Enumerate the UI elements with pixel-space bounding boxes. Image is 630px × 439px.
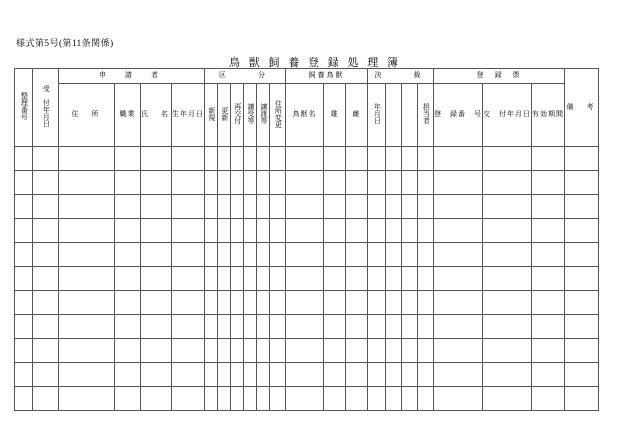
cell-saikofu[interactable] <box>231 267 244 291</box>
cell-chojumei[interactable] <box>286 363 324 387</box>
cell-jusho[interactable] <box>59 147 115 171</box>
cell-shinki[interactable] <box>205 363 218 387</box>
cell-osu[interactable] <box>324 267 346 291</box>
cell-kessai_blank1[interactable] <box>386 267 402 291</box>
cell-uketsuke_nengappi[interactable] <box>33 315 59 339</box>
cell-kofu_nengappi[interactable] <box>483 339 532 363</box>
cell-jusho[interactable] <box>59 171 115 195</box>
col-header-kessai-blank2 <box>402 84 418 147</box>
cell-saikofu[interactable] <box>231 171 244 195</box>
cell-osu[interactable] <box>324 315 346 339</box>
cell-jushohenko[interactable] <box>270 363 286 387</box>
cell-shokugyo[interactable] <box>115 291 141 315</box>
cell-jushohenko[interactable] <box>270 171 286 195</box>
cell-uketsuke_nengappi[interactable] <box>33 219 59 243</box>
cell-mesu[interactable] <box>346 219 368 243</box>
cell-koshin[interactable] <box>218 267 231 291</box>
cell-koshin[interactable] <box>218 363 231 387</box>
cell-shokugyo[interactable] <box>115 171 141 195</box>
cell-osu[interactable] <box>324 147 346 171</box>
cell-kessai_blank1[interactable] <box>386 147 402 171</box>
cell-jusho[interactable] <box>59 267 115 291</box>
cell-kofu_nengappi[interactable] <box>483 291 532 315</box>
col-header-mesu: 雌 <box>346 84 368 147</box>
cell-seiri_bango[interactable] <box>15 339 33 363</box>
cell-nengappi[interactable] <box>368 315 386 339</box>
cell-koshin[interactable] <box>218 291 231 315</box>
cell-osu[interactable] <box>324 243 346 267</box>
group-header-category: 区 分 <box>205 69 286 84</box>
cell-tantosha[interactable] <box>418 147 434 171</box>
page-title: 鳥 獣 飼 養 登 録 処 理 簿 <box>229 57 401 69</box>
cell-seiri_bango[interactable] <box>15 147 33 171</box>
cell-biko[interactable] <box>565 315 599 339</box>
cell-nengappi[interactable] <box>368 195 386 219</box>
cell-toroku_bango[interactable] <box>434 243 483 267</box>
cell-jusho[interactable] <box>59 363 115 387</box>
cell-joto[interactable] <box>257 219 270 243</box>
cell-yuko_kikan[interactable] <box>532 267 565 291</box>
cell-kofu_nengappi[interactable] <box>483 315 532 339</box>
cell-jusho[interactable] <box>59 291 115 315</box>
cell-shokugyo[interactable] <box>115 243 141 267</box>
cell-biko[interactable] <box>565 219 599 243</box>
group-header-registration-card: 登 録 票 <box>434 69 565 84</box>
cell-uketsuke_nengappi[interactable] <box>33 267 59 291</box>
col-header-chojumei: 鳥獣名 <box>286 84 324 147</box>
cell-nengappi[interactable] <box>368 243 386 267</box>
cell-kofu_nengappi[interactable] <box>483 363 532 387</box>
group-header-approval: 決 裁 <box>368 69 434 84</box>
cell-mesu[interactable] <box>346 195 368 219</box>
cell-kessai_blank1[interactable] <box>386 387 402 411</box>
col-header-saikofu: 再交付 <box>231 84 244 147</box>
cell-seinengappi[interactable] <box>172 339 205 363</box>
table-row[interactable] <box>15 339 599 363</box>
cell-kessai_blank2[interactable] <box>402 219 418 243</box>
cell-kessai_blank1[interactable] <box>386 195 402 219</box>
cell-toroku_bango[interactable] <box>434 219 483 243</box>
cell-toroku_bango[interactable] <box>434 195 483 219</box>
group-header-kept-bird-beast: 飼養鳥獣 <box>286 69 368 84</box>
cell-osu[interactable] <box>324 291 346 315</box>
cell-kofu_nengappi[interactable] <box>483 147 532 171</box>
col-header-shinki: 新規 <box>205 84 218 147</box>
cell-chojumei[interactable] <box>286 339 324 363</box>
cell-jushohenko[interactable] <box>270 339 286 363</box>
cell-kofu_nengappi[interactable] <box>483 243 532 267</box>
cell-jushohenko[interactable] <box>270 267 286 291</box>
cell-shimei[interactable] <box>141 219 172 243</box>
cell-seiri_bango[interactable] <box>15 363 33 387</box>
cell-biko[interactable] <box>565 291 599 315</box>
cell-shimei[interactable] <box>141 363 172 387</box>
cell-joto[interactable] <box>257 363 270 387</box>
cell-seinengappi[interactable] <box>172 387 205 411</box>
col-header-biko: 備 考 <box>565 69 599 147</box>
col-header-kofu-nengappi: 交 付年月日 <box>483 84 532 147</box>
cell-yuko_kikan[interactable] <box>532 147 565 171</box>
col-header-jusho: 住 所 <box>59 84 115 147</box>
cell-joto[interactable] <box>257 339 270 363</box>
cell-shinki[interactable] <box>205 315 218 339</box>
cell-uketsuke_nengappi[interactable] <box>33 243 59 267</box>
cell-tantosha[interactable] <box>418 315 434 339</box>
cell-jushohenko[interactable] <box>270 243 286 267</box>
cell-seinengappi[interactable] <box>172 291 205 315</box>
cell-biko[interactable] <box>565 195 599 219</box>
col-header-tantosha: 担当者 <box>418 84 434 147</box>
cell-shimei[interactable] <box>141 267 172 291</box>
cell-biko[interactable] <box>565 171 599 195</box>
cell-seinengappi[interactable] <box>172 267 205 291</box>
cell-mesu[interactable] <box>346 291 368 315</box>
cell-koshin[interactable] <box>218 171 231 195</box>
cell-shokugyo[interactable] <box>115 195 141 219</box>
cell-toroku_bango[interactable] <box>434 315 483 339</box>
cell-joju[interactable] <box>244 363 257 387</box>
cell-kessai_blank1[interactable] <box>386 171 402 195</box>
cell-uketsuke_nengappi[interactable] <box>33 291 59 315</box>
cell-shinki[interactable] <box>205 267 218 291</box>
cell-seiri_bango[interactable] <box>15 243 33 267</box>
cell-seiri_bango[interactable] <box>15 315 33 339</box>
cell-yuko_kikan[interactable] <box>532 219 565 243</box>
cell-yuko_kikan[interactable] <box>532 363 565 387</box>
cell-koshin[interactable] <box>218 387 231 411</box>
cell-biko[interactable] <box>565 147 599 171</box>
col-header-uketsuke-nengappi: 受 付年月日 <box>33 69 59 147</box>
cell-kessai_blank2[interactable] <box>402 267 418 291</box>
cell-nengappi[interactable] <box>368 363 386 387</box>
cell-shokugyo[interactable] <box>115 387 141 411</box>
cell-toroku_bango[interactable] <box>434 291 483 315</box>
cell-yuko_kikan[interactable] <box>532 339 565 363</box>
cell-mesu[interactable] <box>346 387 368 411</box>
cell-tantosha[interactable] <box>418 243 434 267</box>
cell-shokugyo[interactable] <box>115 267 141 291</box>
cell-jusho[interactable] <box>59 339 115 363</box>
cell-saikofu[interactable] <box>231 291 244 315</box>
cell-seiri_bango[interactable] <box>15 219 33 243</box>
col-header-shokugyo: 職業 <box>115 84 141 147</box>
cell-saikofu[interactable] <box>231 363 244 387</box>
cell-biko[interactable] <box>565 363 599 387</box>
cell-kofu_nengappi[interactable] <box>483 219 532 243</box>
group-header-applicant: 申 請 者 <box>59 69 205 84</box>
cell-nengappi[interactable] <box>368 291 386 315</box>
cell-shinki[interactable] <box>205 387 218 411</box>
cell-mesu[interactable] <box>346 339 368 363</box>
cell-saikofu[interactable] <box>231 219 244 243</box>
cell-mesu[interactable] <box>346 243 368 267</box>
table-row[interactable] <box>15 363 599 387</box>
cell-kessai_blank2[interactable] <box>402 171 418 195</box>
cell-shimei[interactable] <box>141 195 172 219</box>
cell-joto[interactable] <box>257 195 270 219</box>
cell-saikofu[interactable] <box>231 387 244 411</box>
col-header-nengappi: 年月日 <box>368 84 386 147</box>
cell-shimei[interactable] <box>141 339 172 363</box>
table-row[interactable] <box>15 243 599 267</box>
col-header-joto: 譲渡等 <box>257 84 270 147</box>
cell-jushohenko[interactable] <box>270 147 286 171</box>
cell-osu[interactable] <box>324 387 346 411</box>
table-row[interactable] <box>15 267 599 291</box>
cell-shinki[interactable] <box>205 195 218 219</box>
cell-nengappi[interactable] <box>368 387 386 411</box>
cell-kessai_blank2[interactable] <box>402 363 418 387</box>
cell-jushohenko[interactable] <box>270 219 286 243</box>
header-group-row <box>15 69 599 84</box>
cell-tantosha[interactable] <box>418 339 434 363</box>
table-row[interactable] <box>15 291 599 315</box>
cell-joto[interactable] <box>257 291 270 315</box>
cell-kessai_blank2[interactable] <box>402 147 418 171</box>
cell-koshin[interactable] <box>218 243 231 267</box>
cell-nengappi[interactable] <box>368 171 386 195</box>
cell-seinengappi[interactable] <box>172 171 205 195</box>
col-header-joju: 譲受等 <box>244 84 257 147</box>
col-header-kessai-blank1 <box>386 84 402 147</box>
cell-seinengappi[interactable] <box>172 195 205 219</box>
col-header-toroku-bango: 登 録番 号 <box>434 84 483 147</box>
cell-seiri_bango[interactable] <box>15 291 33 315</box>
cell-kessai_blank1[interactable] <box>386 315 402 339</box>
cell-joto[interactable] <box>257 315 270 339</box>
cell-jusho[interactable] <box>59 195 115 219</box>
cell-seinengappi[interactable] <box>172 315 205 339</box>
cell-biko[interactable] <box>565 243 599 267</box>
cell-osu[interactable] <box>324 339 346 363</box>
cell-shinki[interactable] <box>205 147 218 171</box>
cell-tantosha[interactable] <box>418 291 434 315</box>
cell-toroku_bango[interactable] <box>434 339 483 363</box>
cell-shokugyo[interactable] <box>115 219 141 243</box>
cell-mesu[interactable] <box>346 315 368 339</box>
cell-shokugyo[interactable] <box>115 339 141 363</box>
cell-shokugyo[interactable] <box>115 147 141 171</box>
cell-joju[interactable] <box>244 243 257 267</box>
cell-chojumei[interactable] <box>286 171 324 195</box>
cell-shinki[interactable] <box>205 339 218 363</box>
cell-uketsuke_nengappi[interactable] <box>33 171 59 195</box>
cell-osu[interactable] <box>324 363 346 387</box>
cell-kessai_blank2[interactable] <box>402 195 418 219</box>
cell-yuko_kikan[interactable] <box>532 195 565 219</box>
cell-seinengappi[interactable] <box>172 363 205 387</box>
cell-yuko_kikan[interactable] <box>532 315 565 339</box>
cell-kessai_blank2[interactable] <box>402 339 418 363</box>
cell-chojumei[interactable] <box>286 243 324 267</box>
cell-yuko_kikan[interactable] <box>532 387 565 411</box>
cell-kessai_blank1[interactable] <box>386 339 402 363</box>
cell-tantosha[interactable] <box>418 195 434 219</box>
cell-uketsuke_nengappi[interactable] <box>33 147 59 171</box>
cell-nengappi[interactable] <box>368 267 386 291</box>
cell-uketsuke_nengappi[interactable] <box>33 387 59 411</box>
col-header-seinengappi: 生年月日 <box>172 84 205 147</box>
cell-saikofu[interactable] <box>231 243 244 267</box>
cell-koshin[interactable] <box>218 195 231 219</box>
cell-shimei[interactable] <box>141 387 172 411</box>
cell-osu[interactable] <box>324 171 346 195</box>
cell-tantosha[interactable] <box>418 387 434 411</box>
cell-saikofu[interactable] <box>231 315 244 339</box>
cell-seinengappi[interactable] <box>172 219 205 243</box>
cell-kessai_blank2[interactable] <box>402 291 418 315</box>
cell-yuko_kikan[interactable] <box>532 291 565 315</box>
cell-nengappi[interactable] <box>368 147 386 171</box>
cell-joju[interactable] <box>244 387 257 411</box>
cell-chojumei[interactable] <box>286 147 324 171</box>
cell-kessai_blank1[interactable] <box>386 363 402 387</box>
col-header-yuko-kikan: 有効期間 <box>532 84 565 147</box>
cell-joju[interactable] <box>244 339 257 363</box>
cell-jusho[interactable] <box>59 219 115 243</box>
cell-joju[interactable] <box>244 267 257 291</box>
cell-chojumei[interactable] <box>286 387 324 411</box>
cell-seinengappi[interactable] <box>172 243 205 267</box>
cell-chojumei[interactable] <box>286 315 324 339</box>
ledger-table <box>14 68 599 411</box>
table-row[interactable] <box>15 387 599 411</box>
col-header-osu: 雄 <box>324 84 346 147</box>
cell-joju[interactable] <box>244 195 257 219</box>
table-row[interactable] <box>15 147 599 171</box>
cell-chojumei[interactable] <box>286 219 324 243</box>
cell-toroku_bango[interactable] <box>434 171 483 195</box>
cell-jushohenko[interactable] <box>270 195 286 219</box>
cell-seiri_bango[interactable] <box>15 387 33 411</box>
cell-joto[interactable] <box>257 267 270 291</box>
cell-kessai_blank1[interactable] <box>386 243 402 267</box>
cell-kofu_nengappi[interactable] <box>483 387 532 411</box>
cell-shimei[interactable] <box>141 243 172 267</box>
form-number: 様式第5号(第11条関係) <box>16 38 114 48</box>
cell-joju[interactable] <box>244 147 257 171</box>
cell-biko[interactable] <box>565 387 599 411</box>
table-row[interactable] <box>15 219 599 243</box>
col-header-koshin: 更新 <box>218 84 231 147</box>
cell-joto[interactable] <box>257 171 270 195</box>
cell-shimei[interactable] <box>141 171 172 195</box>
table-row[interactable] <box>15 195 599 219</box>
cell-joju[interactable] <box>244 291 257 315</box>
cell-seinengappi[interactable] <box>172 147 205 171</box>
cell-jushohenko[interactable] <box>270 291 286 315</box>
cell-seiri_bango[interactable] <box>15 267 33 291</box>
cell-kofu_nengappi[interactable] <box>483 267 532 291</box>
cell-osu[interactable] <box>324 195 346 219</box>
cell-mesu[interactable] <box>346 147 368 171</box>
cell-mesu[interactable] <box>346 171 368 195</box>
cell-seiri_bango[interactable] <box>15 195 33 219</box>
cell-tantosha[interactable] <box>418 363 434 387</box>
cell-chojumei[interactable] <box>286 195 324 219</box>
cell-toroku_bango[interactable] <box>434 267 483 291</box>
cell-kessai_blank1[interactable] <box>386 291 402 315</box>
cell-uketsuke_nengappi[interactable] <box>33 363 59 387</box>
cell-mesu[interactable] <box>346 363 368 387</box>
cell-shinki[interactable] <box>205 219 218 243</box>
cell-tantosha[interactable] <box>418 219 434 243</box>
cell-shinki[interactable] <box>205 291 218 315</box>
cell-saikofu[interactable] <box>231 147 244 171</box>
cell-shinki[interactable] <box>205 243 218 267</box>
cell-yuko_kikan[interactable] <box>532 171 565 195</box>
cell-kessai_blank1[interactable] <box>386 219 402 243</box>
cell-koshin[interactable] <box>218 147 231 171</box>
cell-shimei[interactable] <box>141 291 172 315</box>
col-header-shimei: 氏 名 <box>141 84 172 147</box>
cell-kessai_blank2[interactable] <box>402 387 418 411</box>
cell-joju[interactable] <box>244 171 257 195</box>
cell-koshin[interactable] <box>218 219 231 243</box>
cell-shokugyo[interactable] <box>115 315 141 339</box>
cell-toroku_bango[interactable] <box>434 147 483 171</box>
cell-biko[interactable] <box>565 339 599 363</box>
cell-seiri_bango[interactable] <box>15 171 33 195</box>
col-header-jushohenko: 住所変更 <box>270 84 286 147</box>
cell-jusho[interactable] <box>59 243 115 267</box>
cell-tantosha[interactable] <box>418 267 434 291</box>
cell-nengappi[interactable] <box>368 219 386 243</box>
cell-jushohenko[interactable] <box>270 315 286 339</box>
cell-toroku_bango[interactable] <box>434 363 483 387</box>
cell-kofu_nengappi[interactable] <box>483 195 532 219</box>
cell-jusho[interactable] <box>59 315 115 339</box>
cell-saikofu[interactable] <box>231 195 244 219</box>
table-row[interactable] <box>15 315 599 339</box>
cell-kessai_blank2[interactable] <box>402 243 418 267</box>
cell-shimei[interactable] <box>141 315 172 339</box>
cell-joju[interactable] <box>244 219 257 243</box>
cell-uketsuke_nengappi[interactable] <box>33 195 59 219</box>
cell-biko[interactable] <box>565 267 599 291</box>
cell-chojumei[interactable] <box>286 267 324 291</box>
cell-joto[interactable] <box>257 243 270 267</box>
cell-mesu[interactable] <box>346 267 368 291</box>
cell-koshin[interactable] <box>218 339 231 363</box>
cell-joto[interactable] <box>257 147 270 171</box>
cell-nengappi[interactable] <box>368 339 386 363</box>
cell-shimei[interactable] <box>141 147 172 171</box>
cell-kessai_blank2[interactable] <box>402 315 418 339</box>
cell-joju[interactable] <box>244 315 257 339</box>
cell-jushohenko[interactable] <box>270 387 286 411</box>
cell-chojumei[interactable] <box>286 291 324 315</box>
col-header-seiri-bango: 整理番号 <box>15 69 33 147</box>
cell-koshin[interactable] <box>218 315 231 339</box>
cell-toroku_bango[interactable] <box>434 387 483 411</box>
cell-jusho[interactable] <box>59 387 115 411</box>
cell-osu[interactable] <box>324 219 346 243</box>
cell-yuko_kikan[interactable] <box>532 243 565 267</box>
cell-shokugyo[interactable] <box>115 363 141 387</box>
table-row[interactable] <box>15 171 599 195</box>
cell-saikofu[interactable] <box>231 339 244 363</box>
cell-tantosha[interactable] <box>418 171 434 195</box>
cell-joto[interactable] <box>257 387 270 411</box>
ledger-body <box>15 147 599 411</box>
cell-shinki[interactable] <box>205 171 218 195</box>
cell-kofu_nengappi[interactable] <box>483 171 532 195</box>
cell-uketsuke_nengappi[interactable] <box>33 339 59 363</box>
header-sub-row <box>15 84 599 147</box>
